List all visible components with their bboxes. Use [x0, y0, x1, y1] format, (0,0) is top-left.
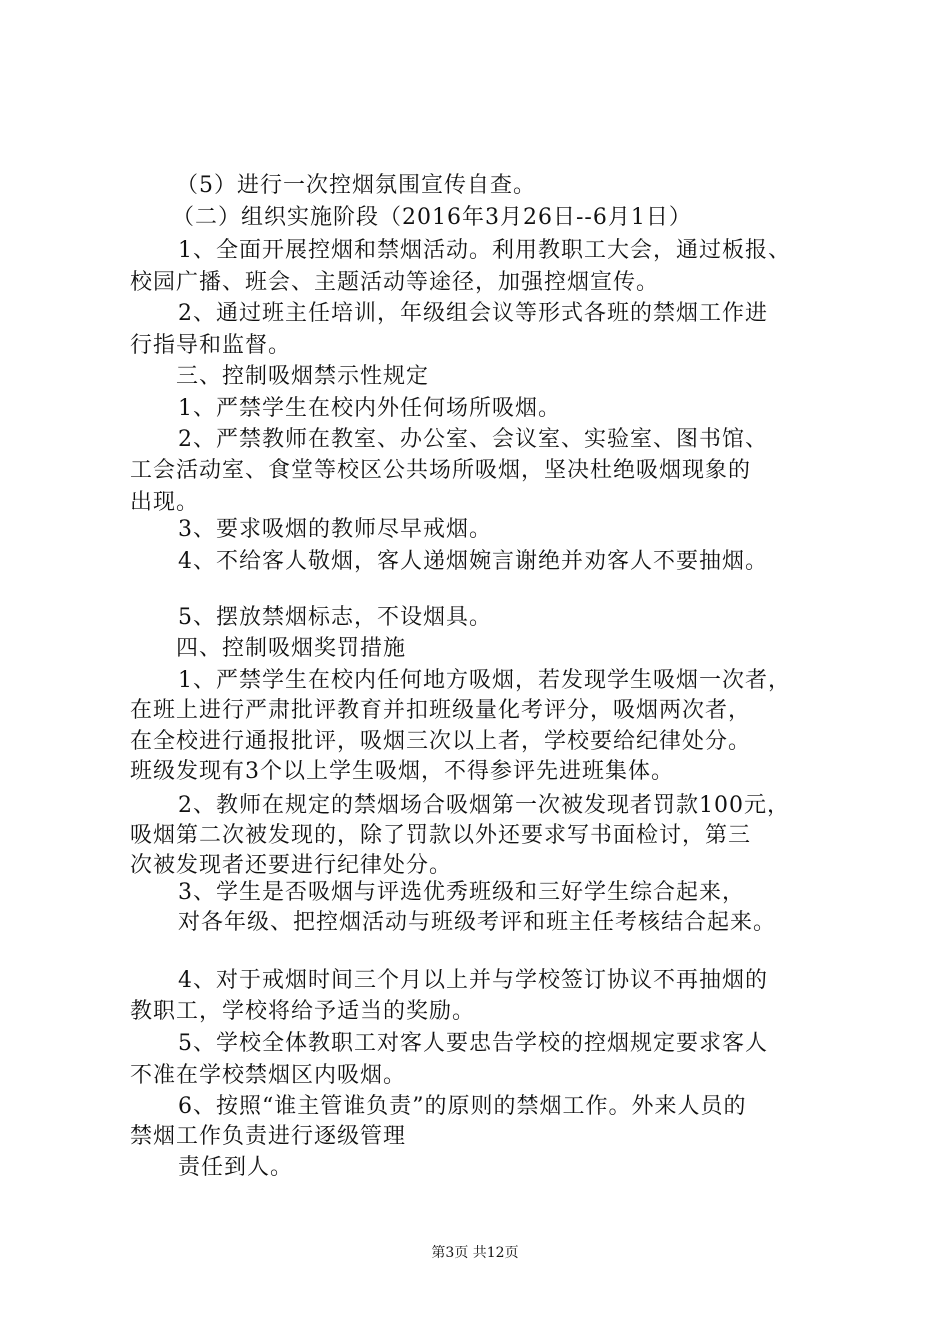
text-line: 1、全面开展控烟和禁烟活动。利用教职工大会，通过板报、 — [178, 238, 791, 263]
text-line: 在全校进行通报批评，吸烟三次以上者，学校要给纪律处分。 — [130, 729, 752, 754]
text-line: 吸烟第二次被发现的，除了罚款以外还要求写书面检讨，第三 — [130, 823, 752, 848]
text-line: 1、严禁学生在校内外任何场所吸烟。 — [178, 396, 561, 421]
text-line: 3、要求吸烟的教师尽早戒烟。 — [178, 517, 492, 542]
text-line: 教职工，学校将给予适当的奖励。 — [130, 999, 476, 1024]
text-line: 对各年级、把控烟活动与班级考评和班主任考核结合起来。 — [178, 910, 777, 935]
text-line: 次被发现者还要进行纪律处分。 — [130, 853, 453, 878]
text-line: 责任到人。 — [178, 1155, 294, 1180]
text-line: 在班上进行严肃批评教育并扣班级量化考评分，吸烟两次者， — [130, 698, 752, 723]
text-line: 1、严禁学生在校内任何地方吸烟，若发现学生吸烟一次者， — [178, 668, 791, 693]
text-line: 4、对于戒烟时间三个月以上并与学校签订协议不再抽烟的 — [178, 968, 768, 993]
text-line: 2、通过班主任培训，年级组会议等形式各班的禁烟工作进 — [178, 301, 768, 326]
text-line: 禁烟工作负责进行逐级管理 — [130, 1124, 407, 1149]
text-line: 2、严禁教师在教室、办公室、会议室、实验室、图书馆、 — [178, 427, 768, 452]
text-line: 工会活动室、食堂等校区公共场所吸烟，坚决杜绝吸烟现象的 — [130, 458, 752, 483]
text-line: 5、摆放禁烟标志，不设烟具。 — [178, 605, 492, 630]
section-heading: 三、控制吸烟禁示性规定 — [176, 364, 430, 389]
text-line: 行指导和监督。 — [130, 333, 292, 358]
text-line: 3、学生是否吸烟与评选优秀班级和三好学生综合起来， — [178, 880, 745, 905]
section-heading: （二）组织实施阶段（2016年3月26日--6月1日） — [172, 205, 692, 230]
text-line: 4、不给客人敬烟，客人递烟婉言谢绝并劝客人不要抽烟。 — [178, 549, 768, 574]
text-line: （5）进行一次控烟氛围宣传自查。 — [176, 173, 536, 198]
text-line: 2、教师在规定的禁烟场合吸烟第一次被发现者罚款100元， — [178, 793, 790, 818]
text-line: 不准在学校禁烟区内吸烟。 — [130, 1063, 407, 1088]
text-line: 班级发现有3个以上学生吸烟，不得参评先进班集体。 — [130, 759, 674, 784]
section-heading: 四、控制吸烟奖罚措施 — [176, 636, 407, 661]
text-line: 5、学校全体教职工对客人要忠告学校的控烟规定要求客人 — [178, 1031, 768, 1056]
text-line: 出现。 — [130, 490, 200, 515]
text-line: 校园广播、班会、主题活动等途径，加强控烟宣传。 — [130, 270, 660, 295]
text-line: 6、按照“谁主管谁负责”的原则的禁烟工作。外来人员的 — [178, 1094, 747, 1119]
page-footer: 第3页 共12页 — [431, 1245, 519, 1261]
